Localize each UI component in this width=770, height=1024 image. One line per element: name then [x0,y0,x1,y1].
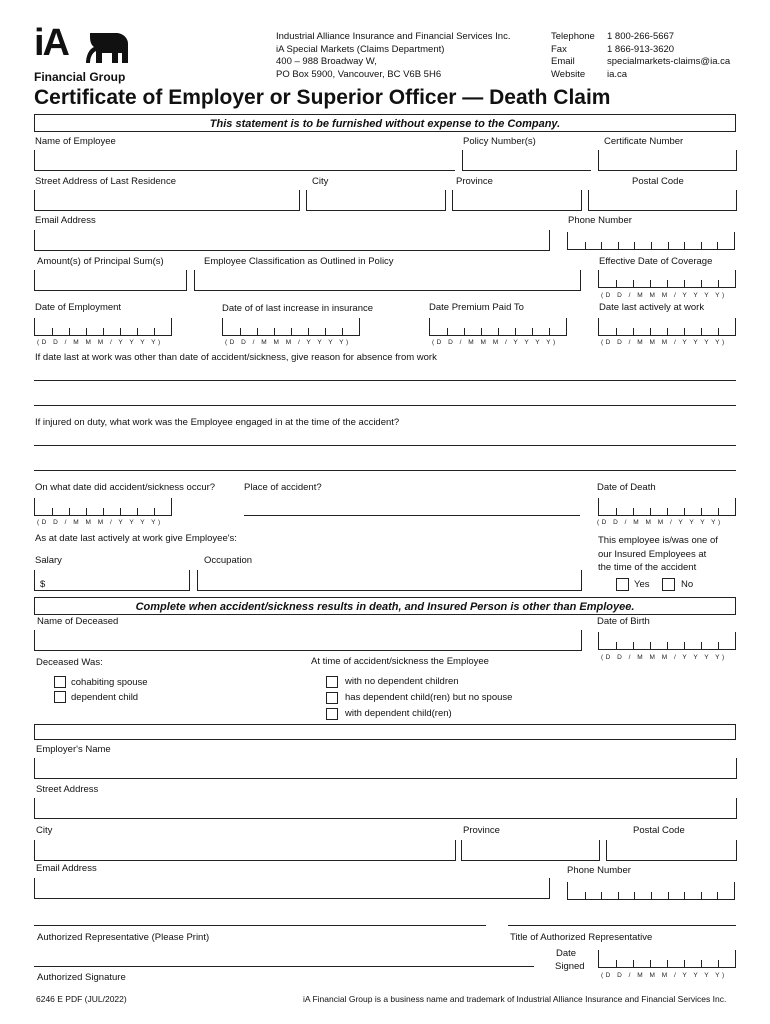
segment-tick [633,960,634,967]
date-format-hint: (D D / M M M / Y Y Y Y) [601,654,727,661]
address-line: PO Box 5900, Vancouver, BC V6B 5H6 [276,68,442,80]
insured-yes-checkbox[interactable] [616,578,629,591]
place-accident-input[interactable] [244,515,580,516]
segment-tick [668,892,669,899]
segment-tick [585,892,586,899]
name-of-employee-input[interactable] [34,150,455,171]
contact-label: Email [551,56,575,67]
contact-telephone: 1 800-266-5667 [607,31,675,42]
segment-tick [718,508,719,515]
segment-tick [651,242,652,249]
segment-tick [701,960,702,967]
segment-tick [137,328,138,335]
segment-tick [684,642,685,649]
segment-tick [634,242,635,249]
reason-absence-label: If date last at work was other than date of accident/sickness, give reason for absence from work [35,352,437,363]
phone-number-label: Phone Number [568,215,632,226]
segment-tick [684,242,685,249]
date-last-increase-input[interactable] [222,318,360,336]
segment-tick [633,328,634,335]
contact-label: Fax [551,43,567,55]
postal-code-label: Postal Code [632,176,684,187]
insured-no-label: No [681,579,694,590]
reason-absence-line-1[interactable] [34,380,736,381]
segment-tick [618,892,619,899]
auth-signature-label: Authorized Signature [37,972,126,983]
segment-tick [103,508,104,515]
segment-tick [667,328,668,335]
segment-tick [481,328,482,335]
as-at-date-label: As at date last actively at work give Employee's: [35,533,237,544]
segment-tick [633,642,634,649]
cohabiting-spouse-label: cohabiting spouse [71,677,148,688]
address-line: iA Special Markets (Claims Department) [276,43,445,55]
certificate-number-input[interactable] [598,150,737,171]
segment-tick [684,508,685,515]
segment-tick [69,328,70,335]
employers-name-label: Employer's Name [36,744,111,755]
segment-tick [601,242,602,249]
occupation-label: Occupation [204,555,253,566]
dependent-no-spouse-label: has dependent child(ren) but no spouse [345,692,513,703]
date-premium-paid-label: Date Premium Paid To [429,302,524,313]
place-accident-label: Place of accident? [244,482,322,493]
segment-tick [667,280,668,287]
insured-question-line: our Insured Employees at [598,548,707,560]
segment-tick [464,328,465,335]
segment-tick [684,960,685,967]
street-address-input[interactable] [34,798,737,819]
employee-classification-label: Employee Classification as Outlined in Policy [204,256,394,267]
date-last-actively-input[interactable] [598,318,736,336]
segment-tick [667,960,668,967]
segment-tick [86,508,87,515]
title-auth-rep-label: Title of Authorized Representative [510,932,653,943]
date-format-hint: (D D / M M M / Y Y Y Y) [37,339,163,346]
segment-tick [447,328,448,335]
segment-tick [701,280,702,287]
cohabiting-spouse-checkbox[interactable] [54,676,66,688]
date-format-hint: (D D / M M M / Y Y Y Y) [597,519,723,526]
deceased-banner: Complete when accident/sickness results in death, and Insured Person is other than Employee. [34,597,736,615]
statement-banner: This statement is to be furnished without expense to the Company. [34,114,736,132]
address-line: Industrial Alliance Insurance and Financial Services Inc. [276,31,511,42]
segment-tick [52,508,53,515]
employer-province-label: Province [463,825,500,836]
logo-company: Financial Group [34,70,126,84]
segment-tick [701,642,702,649]
segment-tick [325,328,326,335]
segment-tick [650,508,651,515]
dependent-child-checkbox[interactable] [54,691,66,703]
insured-no-checkbox[interactable] [662,578,675,591]
address-line: 400 – 988 Broadway W, [276,56,377,67]
employee-classification-input[interactable] [194,270,581,291]
contact-values [607,31,730,81]
province-input[interactable] [452,190,582,211]
amounts-principal-label: Amount(s) of Principal Sum(s) [37,256,164,267]
segment-tick [154,328,155,335]
no-dependent-children-label: with no dependent children [345,676,459,687]
segment-tick [718,280,719,287]
segment-tick [103,328,104,335]
segment-tick [120,328,121,335]
employer-province-input[interactable] [461,840,600,861]
segment-tick [616,280,617,287]
date-death-label: Date of Death [597,482,656,493]
segment-tick [667,642,668,649]
contact-fax: 1 866-913-3620 [607,43,675,55]
segment-tick [650,960,651,967]
segment-tick [668,242,669,249]
salary-currency-symbol: $ [40,579,46,590]
street-address-label: Street Address [36,784,99,795]
date-accident-label: On what date did accident/sickness occur? [35,482,216,493]
occupation-input[interactable] [197,570,582,591]
employer-city-input[interactable] [34,840,456,861]
dependent-no-spouse-checkbox[interactable] [326,692,338,704]
contact-labels [551,31,595,81]
name-of-employee-label: Name of Employee [35,136,116,147]
segment-tick [291,328,292,335]
postal-code-input[interactable] [588,190,737,211]
no-dependent-children-checkbox[interactable] [326,676,338,688]
policy-numbers-label: Policy Number(s) [463,136,536,147]
auth-signature-input[interactable] [34,966,534,967]
segment-tick [52,328,53,335]
contact-website[interactable]: ia.ca [607,68,628,80]
segment-tick [633,280,634,287]
with-dependent-checkbox[interactable] [326,708,338,720]
effective-date-coverage-label: Effective Date of Coverage [599,256,713,267]
segment-tick [240,328,241,335]
insured-employee-question [598,534,718,575]
segment-tick [718,328,719,335]
segment-tick [549,328,550,335]
date-signed-input[interactable] [598,950,736,968]
deceased-was-label: Deceased Was: [36,657,103,668]
logo-mark: iA [34,22,68,64]
employer-phone-input[interactable] [567,882,735,900]
employer-email-input[interactable] [34,878,550,899]
segment-tick [616,508,617,515]
segment-tick [701,508,702,515]
date-of-employment-input[interactable] [34,318,172,336]
form-code: 6246 E PDF (JUL/2022) [36,994,127,1004]
employer-postal-code-label: Postal Code [633,825,685,836]
injured-on-duty-label: If injured on duty, what work was the Employee engaged in at the time of the accident? [35,417,400,428]
city-label: City [312,176,329,187]
segment-tick [342,328,343,335]
with-dependent-label: with dependent child(ren) [345,708,452,719]
segment-tick [120,508,121,515]
name-deceased-label: Name of Deceased [37,616,119,627]
segment-tick [601,892,602,899]
contact-label: Website [551,68,586,80]
segment-tick [616,328,617,335]
name-deceased-input[interactable] [34,630,582,651]
section-divider [34,724,736,740]
segment-tick [154,508,155,515]
segment-tick [69,508,70,515]
segment-tick [718,960,719,967]
date-format-hint: (D D / M M M / Y Y Y Y) [601,339,727,346]
reason-absence-line-2[interactable] [34,405,736,406]
policy-numbers-input[interactable] [462,150,591,171]
segment-tick [650,328,651,335]
segment-tick [718,642,719,649]
date-birth-label: Date of Birth [597,616,650,627]
salary-input[interactable] [34,570,190,591]
dependent-child-label: dependent child [71,692,139,703]
date-format-hint: (D D / M M M / Y Y Y Y) [601,972,727,979]
date-of-employment-label: Date of Employment [35,302,122,313]
date-format-hint: (D D / M M M / Y Y Y Y) [225,339,351,346]
employer-email-label: Email Address [36,863,97,874]
employer-phone-label: Phone Number [567,865,631,876]
segment-tick [616,960,617,967]
segment-tick [532,328,533,335]
street-address-residence-label: Street Address of Last Residence [35,176,176,187]
date-birth-input[interactable] [598,632,736,650]
effective-date-coverage-input[interactable] [598,270,736,288]
segment-tick [701,242,702,249]
province-label: Province [456,176,493,187]
contact-label: Telephone [551,31,595,42]
segment-tick [701,892,702,899]
injured-on-duty-line-1[interactable] [34,445,736,446]
email-address-label: Email Address [35,215,96,226]
phone-number-input[interactable] [567,232,735,250]
segment-tick [308,328,309,335]
segment-tick [634,892,635,899]
segment-tick [651,892,652,899]
date-format-hint: (D D / M M M / Y Y Y Y) [432,339,558,346]
segment-tick [616,642,617,649]
segment-tick [515,328,516,335]
elephant-icon [84,31,130,65]
segment-tick [585,242,586,249]
email-address-input[interactable] [34,230,550,251]
title-auth-rep-input[interactable] [508,925,736,926]
segment-tick [717,242,718,249]
segment-tick [667,508,668,515]
insured-yes-label: Yes [634,579,650,590]
date-format-hint: (D D / M M M / Y Y Y Y) [601,292,727,299]
employers-name-input[interactable] [34,758,737,779]
date-format-hint: (D D / M M M / Y Y Y Y) [37,519,163,526]
insured-question-line: This employee is/was one of [598,535,718,546]
segment-tick [257,328,258,335]
date-last-increase-label: Date of of last increase in insurance [222,303,374,314]
at-time-employee-label: At time of accident/sickness the Employee [311,656,489,667]
segment-tick [684,328,685,335]
segment-tick [86,328,87,335]
city-input[interactable] [306,190,446,211]
segment-tick [717,892,718,899]
employer-city-label: City [36,825,53,836]
segment-tick [137,508,138,515]
contact-email[interactable]: specialmarkets-claims@ia.ca [607,56,731,67]
segment-tick [618,242,619,249]
injured-on-duty-line-2[interactable] [34,470,736,471]
segment-tick [274,328,275,335]
logo [34,22,134,86]
page-title: Certificate of Employer or Superior Officer — Death Claim [34,86,611,109]
street-address-residence-input[interactable] [34,190,300,211]
salary-label: Salary [35,555,62,566]
segment-tick [498,328,499,335]
segment-tick [684,280,685,287]
date-accident-input[interactable] [34,498,172,516]
insured-question-line: the time of the accident [598,562,697,573]
date-label: Date [556,948,577,959]
segment-tick [633,508,634,515]
amounts-principal-input[interactable] [34,270,187,291]
date-premium-paid-input[interactable] [429,318,567,336]
segment-tick [650,280,651,287]
auth-rep-print-input[interactable] [34,925,486,926]
trademark-notice: iA Financial Group is a business name and trademark of Industrial Alliance Insurance and Financial Services Inc. [303,994,727,1004]
signed-label: Signed [555,961,585,972]
certificate-number-label: Certificate Number [604,136,684,147]
date-last-actively-label: Date last actively at work [599,302,705,313]
company-address [276,31,510,81]
date-death-input[interactable] [598,498,736,516]
auth-rep-print-label: Authorized Representative (Please Print) [37,932,210,943]
employer-postal-code-input[interactable] [606,840,737,861]
segment-tick [650,642,651,649]
segment-tick [701,328,702,335]
segment-tick [684,892,685,899]
